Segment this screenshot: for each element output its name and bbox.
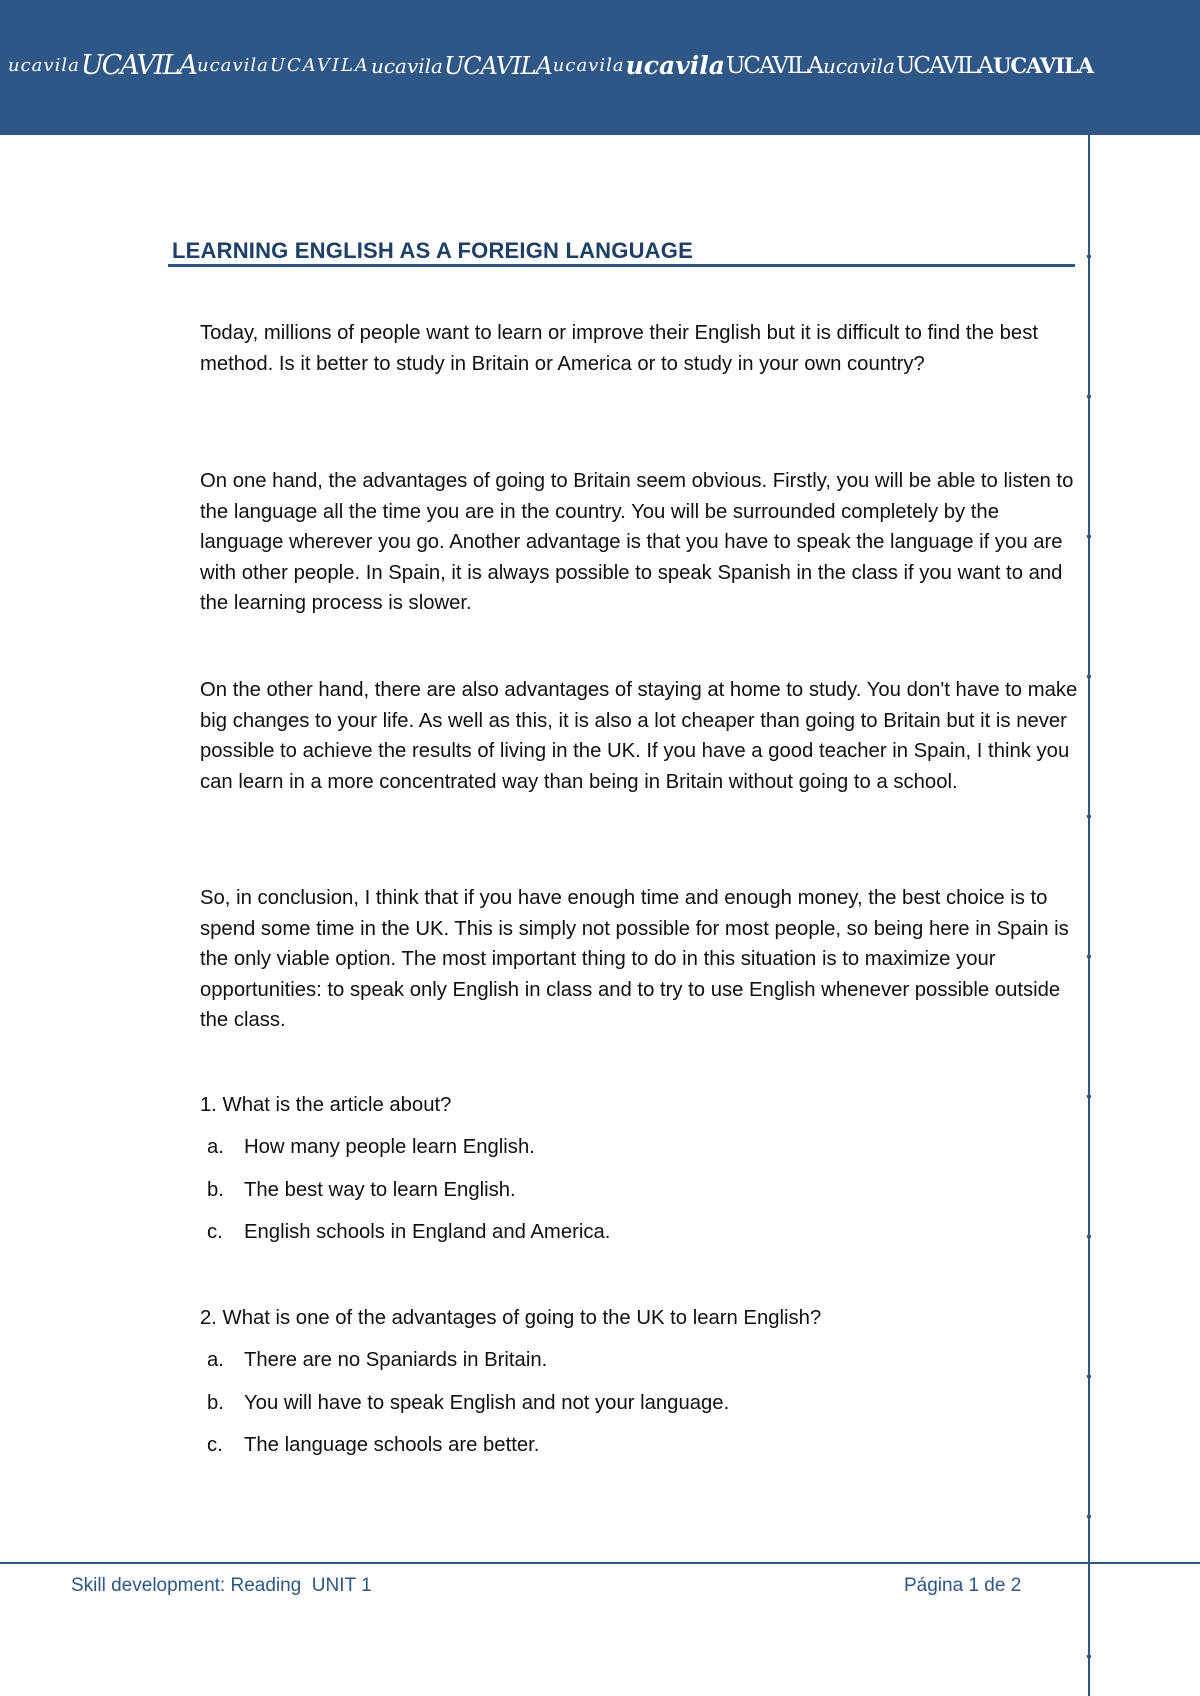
footer-unit-label: Skill development: Reading UNIT 1	[71, 1575, 372, 1596]
banner-word: ucavila	[8, 55, 80, 76]
option-text: There are no Spaniards in Britain.	[244, 1349, 548, 1371]
banner-logo-pattern	[8, 50, 1194, 81]
banner-word: UCAVILA	[269, 55, 370, 76]
banner-word: ucavila	[822, 53, 895, 78]
footer-rule	[0, 1562, 1200, 1564]
option-text: English schools in England and America.	[244, 1221, 611, 1243]
banner-word: UCAVILA	[80, 50, 196, 81]
question-2-prompt: 2. What is one of the advantages of going to the UK to learn English?	[200, 1307, 822, 1329]
article-paragraph-1: Today, millions of people want to learn or improve their English but it is difficult to find the best method. Is it better to study in Britain or America or to study in your own country?	[200, 322, 1038, 375]
option-letter: c.	[207, 1434, 223, 1456]
banner-word: ucavila	[625, 51, 725, 80]
question-1-option-a	[207, 1136, 535, 1159]
option-letter: a.	[207, 1349, 224, 1371]
question-2-option-a	[207, 1349, 547, 1372]
option-text: How many people learn English.	[244, 1136, 535, 1158]
title-underline	[168, 264, 1075, 267]
banner-word: UCAVILA	[443, 51, 552, 80]
question-2-option-b	[207, 1392, 729, 1415]
question-1-prompt: 1. What is the article about?	[200, 1094, 452, 1116]
right-margin-rule	[1088, 135, 1090, 1696]
banner-word: UCAVILA	[896, 52, 993, 79]
option-letter: b.	[207, 1392, 224, 1414]
header-banner	[0, 0, 1200, 135]
article-paragraph-3: On the other hand, there are also advantages of staying at home to study. You don't have to make big changes to your life. As well as this, it is also a lot cheaper than going to Britain but it is never possible to achieve the results of living in the UK. If you have a good teacher in Spain, I think you can learn in a more concentrated way than being in Britain without going to a school.	[200, 679, 1078, 793]
page-title: LEARNING ENGLISH AS A FOREIGN LANGUAGE	[172, 238, 693, 263]
option-letter: a.	[207, 1136, 224, 1158]
banner-word: UCAVILA	[993, 53, 1093, 78]
option-text: The best way to learn English.	[244, 1179, 516, 1201]
option-text: The language schools are better.	[244, 1434, 540, 1456]
option-letter: b.	[207, 1179, 224, 1201]
option-letter: c.	[207, 1221, 223, 1243]
question-1-option-c	[207, 1221, 610, 1244]
banner-word: ucavila	[552, 55, 625, 76]
banner-word: ucavila	[197, 55, 269, 76]
article-paragraph-2: On one hand, the advantages of going to Britain seem obvious. Firstly, you will be able to listen to the language all the time you are in the country. You will be surrounded completely by the language wherever you go. Another advantage is that you have to speak the language if you are with other people. In Spain, it is always possible to speak Spanish in the class if you want to and the learning process is slower.	[200, 470, 1074, 615]
footer-page-number: Página 1 de 2	[904, 1575, 1022, 1596]
banner-word: ucavila	[370, 53, 443, 78]
question-2-option-c	[207, 1434, 539, 1457]
article-paragraph-4: So, in conclusion, I think that if you have enough time and enough money, the best choice is to spend some time in the UK. This is simply not possible for most people, so being here in Spain is the only viable option. The most important thing to do in this situation is to maximize your opportunities: to speak only English in class and to try to use English whenever possible outside the class.	[200, 887, 1069, 1032]
banner-word: UCAVILA	[725, 52, 822, 79]
option-text: You will have to speak English and not your language.	[244, 1392, 730, 1414]
question-1-option-b	[207, 1179, 516, 1202]
